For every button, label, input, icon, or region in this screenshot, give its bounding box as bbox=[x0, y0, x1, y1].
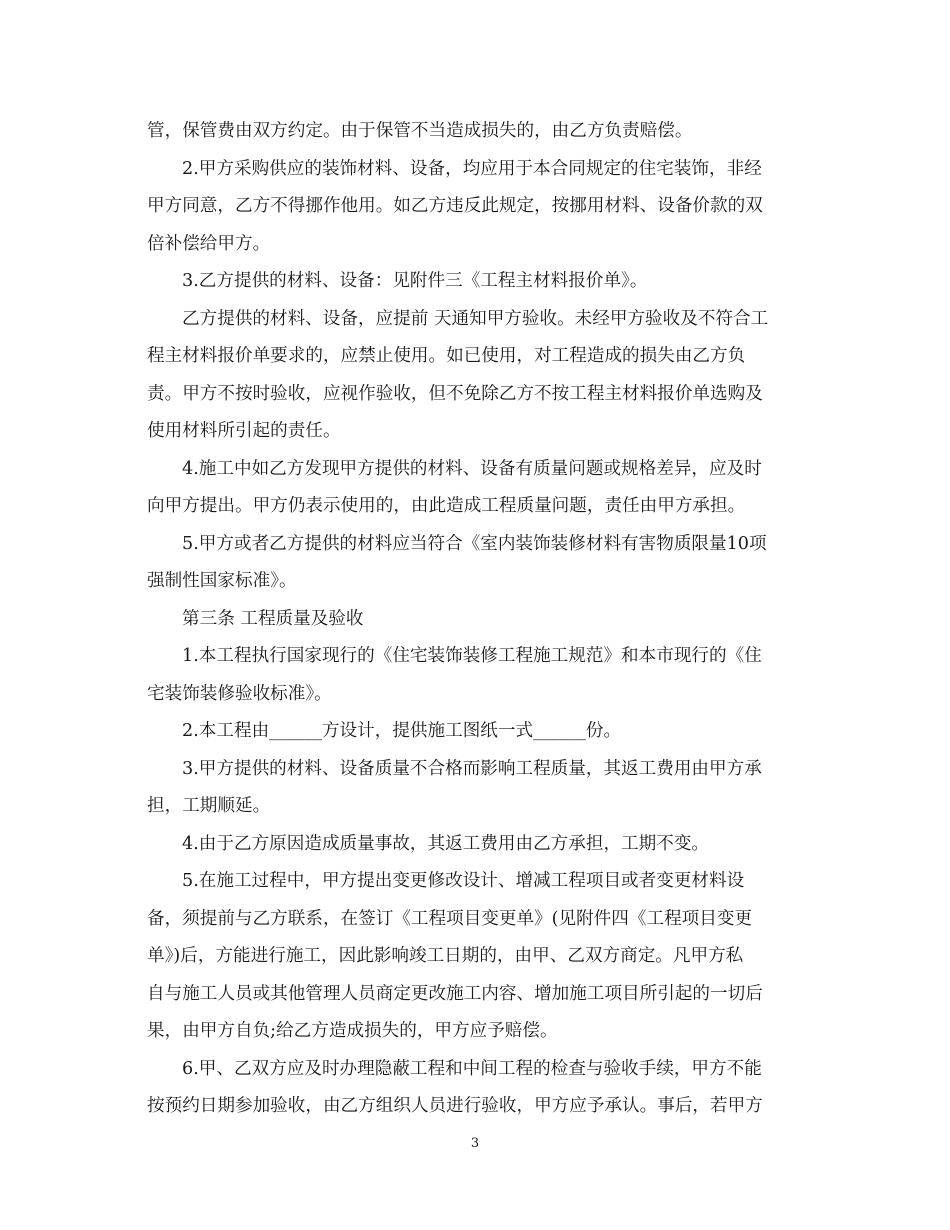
text-line: 3.乙方提供的材料、设备：见附件三《工程主材料报价单》。 bbox=[182, 271, 648, 291]
text-line: 备，须提前与乙方联系，在签订《工程项目变更单》(见附件四《工程项目变更 bbox=[147, 908, 753, 929]
text-line: 担，工期顺延。 bbox=[147, 796, 271, 816]
text-line: 责。甲方不按时验收，应视作验收，但不免除乙方不按工程主材料报价单选购及 bbox=[147, 383, 763, 404]
text-line: 向甲方提出。甲方仍表示使用的，由此造成工程质量问题，责任由甲方承担。 bbox=[147, 496, 746, 516]
text-line: 5.甲方或者乙方提供的材料应当符合《室内装饰装修材料有害物质限量10项 bbox=[182, 533, 767, 554]
text-line: 程主材料报价单要求的，应禁止使用。如已使用，对工程造成的损失由乙方负 bbox=[147, 346, 746, 366]
text-line: 强制性国家标准》。 bbox=[147, 571, 297, 591]
text-line: 按预约日期参加验收，由乙方组织人员进行验收，甲方应予承认。事后，若甲方 bbox=[147, 1096, 763, 1116]
text-line: 2.甲方采购供应的装饰材料、设备，均应用于本合同规定的住宅装饰，非经 bbox=[182, 158, 762, 179]
text-line: 4.由于乙方原因造成质量事故，其返工费用由乙方承担，工期不变。 bbox=[182, 833, 710, 854]
text-line: 2.本工程由______方设计，提供施工图纸一式______份。 bbox=[182, 721, 622, 741]
text-line: 果，由甲方自负;给乙方造成损失的，甲方应予赔偿。 bbox=[147, 1021, 558, 1041]
text-line: 管，保管费由双方约定。由于保管不当造成损失的，由乙方负责赔偿。 bbox=[147, 121, 693, 141]
text-line: 4.施工中如乙方发现甲方提供的材料、设备有质量问题或规格差异，应及时 bbox=[182, 458, 762, 479]
text-line: 自与施工人员或其他管理人员商定更改施工内容、增加施工项目所引起的一切后 bbox=[147, 983, 763, 1004]
text-line: 1.本工程执行国家现行的《住宅装饰装修工程施工规范》和本市现行的《住 bbox=[182, 646, 762, 666]
text-line: 6.甲、乙双方应及时办理隐蔽工程和中间工程的检查与验收手续，甲方不能 bbox=[182, 1058, 762, 1079]
document-body bbox=[147, 113, 815, 1126]
text-line: 3.甲方提供的材料、设备质量不合格而影响工程质量，其返工费用由甲方承 bbox=[182, 758, 762, 779]
text-line: 乙方提供的材料、设备，应提前 天通知甲方验收。未经甲方验收及不符合工 bbox=[182, 308, 769, 329]
text-line: 甲方同意，乙方不得挪作他用。如乙方违反此规定，按挪用材料、设备价款的双 bbox=[147, 196, 763, 216]
section-heading: 第三条 工程质量及验收 bbox=[182, 608, 364, 629]
text-line: 5.在施工过程中，甲方提出变更修改设计、增减工程项目或者变更材料设 bbox=[182, 871, 745, 891]
page-number: 3 bbox=[470, 1136, 480, 1151]
text-line: 使用材料所引起的责任。 bbox=[147, 421, 341, 441]
text-line: 单》)后，方能进行施工，因此影响竣工日期的，由甲、乙双方商定。凡甲方私 bbox=[147, 946, 744, 966]
text-line: 倍补偿给甲方。 bbox=[147, 233, 271, 254]
text-line: 宅装饰装修验收标准》。 bbox=[147, 683, 332, 704]
